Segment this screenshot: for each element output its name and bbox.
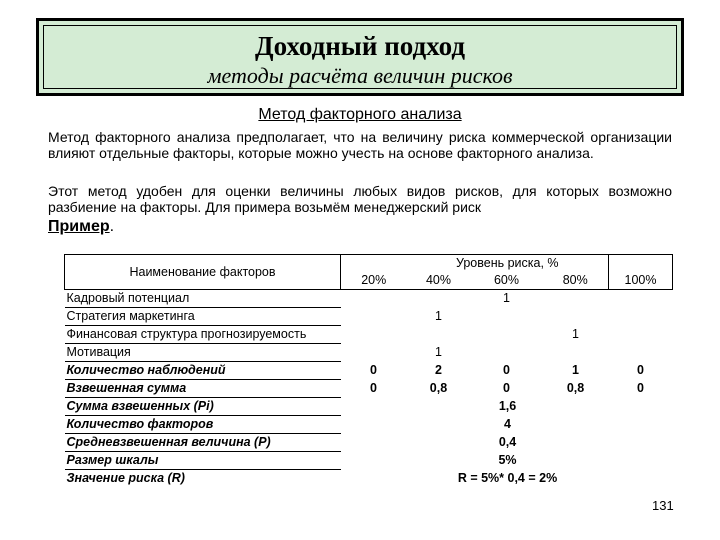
method-title: Метод факторного анализа xyxy=(258,106,462,123)
count-label: Количество наблюдений xyxy=(65,362,341,380)
table-row xyxy=(65,416,673,434)
level-60: 60% xyxy=(471,272,543,290)
table-row xyxy=(65,380,673,398)
table-row xyxy=(65,398,673,416)
factor-name: Мотивация xyxy=(65,344,341,362)
table-row xyxy=(65,308,673,326)
table-row xyxy=(65,326,673,344)
factor-name: Стратегия маркетинга xyxy=(65,308,341,326)
table-row xyxy=(65,470,673,488)
level-20: 20% xyxy=(341,272,407,290)
factor-mark: 1 xyxy=(435,345,442,359)
level-80: 80% xyxy=(543,272,609,290)
factor-mark: 1 xyxy=(435,309,442,323)
factor-mark: 1 xyxy=(572,327,579,341)
weighted-value: 0,8 xyxy=(429,381,448,395)
avg-value: 0,4 xyxy=(498,435,517,449)
table-row xyxy=(65,290,673,308)
table-header-row-1 xyxy=(65,255,673,273)
example-heading xyxy=(48,218,114,236)
count-value: 2 xyxy=(435,363,442,377)
header-spacer xyxy=(609,255,673,273)
level-100: 100% xyxy=(609,272,673,290)
risk-label: Значение риска (R) xyxy=(66,471,185,485)
factor-name: Финансовая структура прогнозируемость xyxy=(65,326,341,344)
example-dot: . xyxy=(109,218,115,235)
weighted-value: 0 xyxy=(370,381,377,395)
paragraph-applicability: Этот метод удобен для оценки величины любых видов рисков, для которых возможно разбиение на факторы. Для примера возьмём менеджерский риск xyxy=(48,183,672,215)
risk-value: R = 5%* 0,4 = 2% xyxy=(457,470,558,485)
scale-value: 5% xyxy=(498,453,517,467)
header-spacer xyxy=(341,255,407,273)
table-row xyxy=(65,452,673,470)
factor-name-header: Наименование факторов xyxy=(65,255,341,290)
table-row xyxy=(65,434,673,452)
count-value: 1 xyxy=(572,363,579,377)
factor-analysis-table xyxy=(64,254,673,487)
sum-value: 1,6 xyxy=(498,399,517,413)
count-value: 0 xyxy=(503,363,510,377)
level-40: 40% xyxy=(407,272,471,290)
page-number: 131 xyxy=(652,498,674,513)
scale-label: Размер шкалы xyxy=(65,452,341,470)
paragraph-intro: Метод факторного анализа предполагает, что на величину риска коммерческой организации влияют отдельные факторы, которые можно учесть на основе факторного анализа. xyxy=(48,129,672,161)
risk-level-header: Уровень риска, % xyxy=(407,255,609,273)
count-value: 0 xyxy=(637,363,644,377)
slide-header xyxy=(36,18,684,96)
avg-label: Средневзвешенная величина (Р) xyxy=(65,434,341,452)
table-row xyxy=(65,362,673,380)
weighted-value: 0 xyxy=(503,381,510,395)
factor-count-label: Количество факторов xyxy=(65,416,341,434)
factor-mark: 1 xyxy=(503,291,510,306)
weighted-value: 0,8 xyxy=(566,381,585,395)
weighted-label: Взвешенная сумма xyxy=(65,380,341,398)
factor-name: Кадровый потенциал xyxy=(65,290,341,308)
factor-count-value: 4 xyxy=(504,417,511,431)
slide-title: Доходный подход xyxy=(255,31,465,61)
sum-label: Сумма взвешенных (Pi) xyxy=(65,398,341,416)
example-label: Пример xyxy=(48,218,110,235)
table-row xyxy=(65,344,673,362)
weighted-value: 0 xyxy=(637,381,644,395)
count-value: 0 xyxy=(370,363,377,377)
slide-subtitle: методы расчёта величин рисков xyxy=(207,63,513,88)
